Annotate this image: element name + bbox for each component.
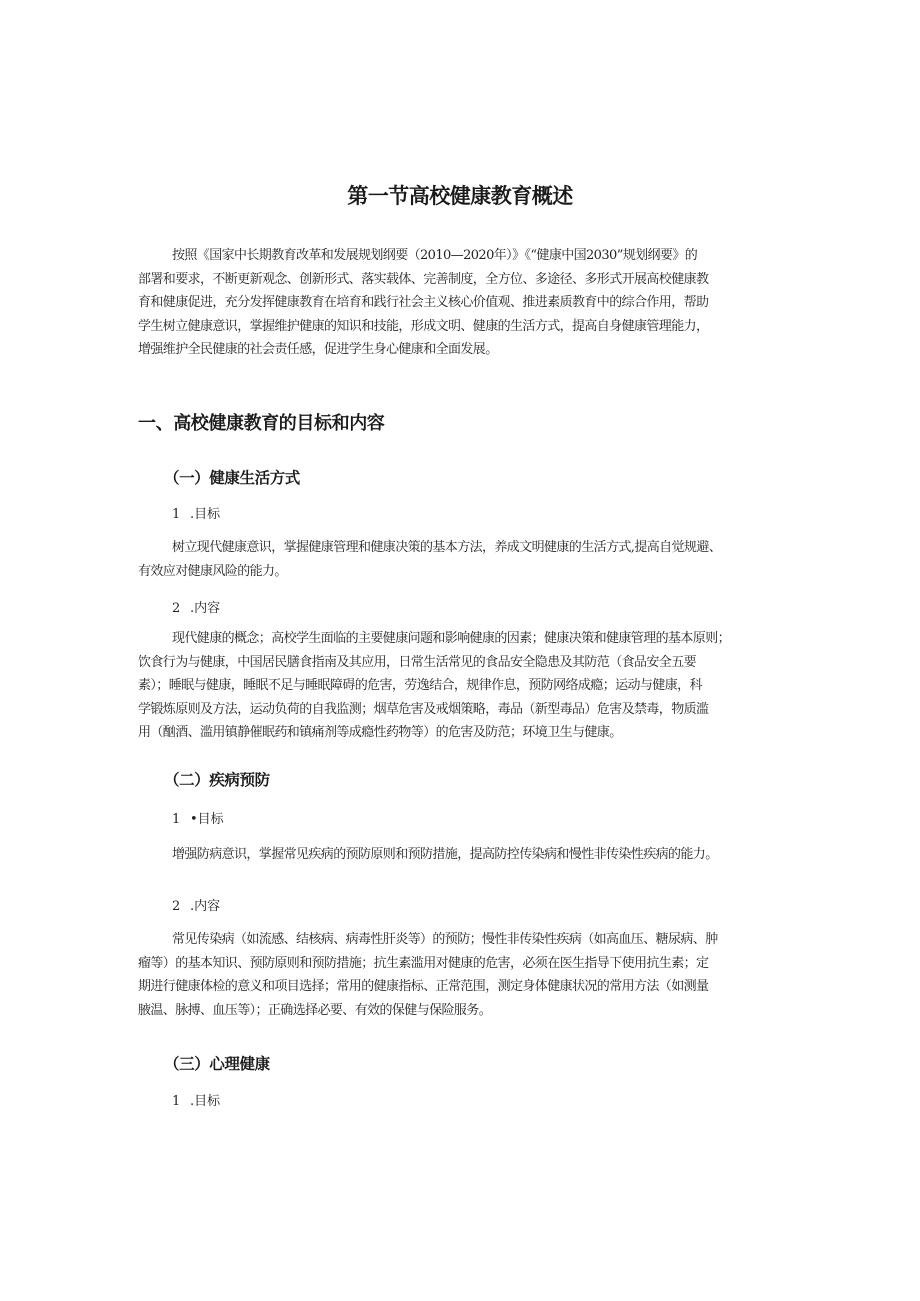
text-line: 树立现代健康意识，掌握健康管理和健康决策的基本方法，养成文明健康的生活方式,提高自觉规避、 (172, 540, 722, 555)
text-line: 育和健康促进，充分发挥健康教育在培育和践行社会主义核心价值观、推进素质教育中的综合作用，帮助 (138, 295, 709, 310)
item-label: .内容 (190, 899, 221, 914)
item-number: 2 (172, 601, 181, 616)
text-line: 瘤等）的基本知识、预防原则和预防措施；抗生素滥用对健康的危害，必须在医生指导下使用抗生素；定 (138, 955, 709, 971)
item-label: .目标 (190, 1094, 221, 1109)
text-line: 现代健康的概念；高校学生面临的主要健康问题和影响健康的因素；健康决策和健康管理的基本原则； (172, 631, 731, 646)
item-label: .目标 (190, 507, 221, 522)
item-label: .内容 (190, 601, 221, 616)
text-line: 按照《国家中长期教育改革和发展规划纲要（2010—2020年）》《“健康中国2030”规划纲要》的 (172, 248, 698, 263)
subsection-heading-disease-prevention: （二）疾病预防 (164, 771, 270, 789)
list-item-goal (172, 1090, 220, 1109)
text-line: 期进行健康体检的意义和项目选择；常用的健康指标、正常范围，测定身体健康状况的常用方法（如测量 (138, 979, 709, 994)
item-number: 1 (172, 1094, 181, 1109)
page-title: 第一节高校健康教育概述 (347, 184, 573, 208)
subsection-heading-lifestyle: （一）健康生活方式 (164, 469, 300, 487)
text-line: 有效应对健康风险的能力。 (138, 563, 287, 579)
text-line: 常见传染病（如流感、结核病、病毒性肝炎等）的预防；慢性非传染性疾病（如高血压、糖尿病、肿 (172, 932, 718, 947)
subsection-heading-mental-health: （三）心理健康 (164, 1055, 270, 1073)
content-paragraph-lifestyle (138, 627, 730, 745)
text-line: 素）；睡眠与健康，睡眠不足与睡眠障碍的危害，劳逸结合，规律作息，预防网络成瘾；运动与健康，科 (138, 678, 702, 693)
text-line: 腋温、脉搏、血压等）；正确选择必要、有效的保健与保险服务。 (138, 1002, 492, 1018)
item-number: 1 (172, 812, 181, 827)
goal-paragraph-disease (138, 843, 718, 867)
item-number: 1 (172, 507, 181, 522)
item-number: 2 (172, 899, 181, 914)
text-line: 增强防病意识，掌握常见疾病的预防原则和预防措施，提高防控传染病和慢性非传染性疾病的能力。 (172, 847, 718, 862)
content-paragraph-disease (138, 928, 718, 1022)
list-item-content (172, 597, 220, 616)
text-line: 学锻炼原则及方法，运动负荷的自我监测；烟草危害及戒烟策略，毒品（新型毒品）危害及禁毒，物质滥 (138, 701, 709, 717)
text-line: 学生树立健康意识，掌握维护健康的知识和技能，形成文明、健康的生活方式，提高自身健康管理能力， (138, 318, 709, 334)
list-item-content (172, 895, 220, 914)
section-heading: 一、高校健康教育的目标和内容 (138, 413, 385, 434)
text-line: 部署和要求，不断更新观念、创新形式、落实载体、完善制度，全方位、多途径、多形式开展高校健康教 (138, 271, 709, 287)
intro-paragraph (138, 244, 708, 362)
text-line: 饮食行为与健康，中国居民膳食指南及其应用，日常生活常见的食品安全隐患及其防范（食品安全五要 (138, 654, 697, 670)
goal-paragraph-lifestyle (138, 536, 721, 583)
text-line: 用（酗酒、滥用镇静催眠药和镇痛剂等成瘾性药物等）的危害及防范；环境卫生与健康。 (138, 725, 622, 740)
list-item-goal (172, 808, 224, 827)
list-item-goal (172, 503, 220, 522)
text-line: 增强维护全民健康的社会责任感，促进学生身心健康和全面发展。 (138, 342, 498, 357)
item-label: •目标 (190, 812, 224, 827)
